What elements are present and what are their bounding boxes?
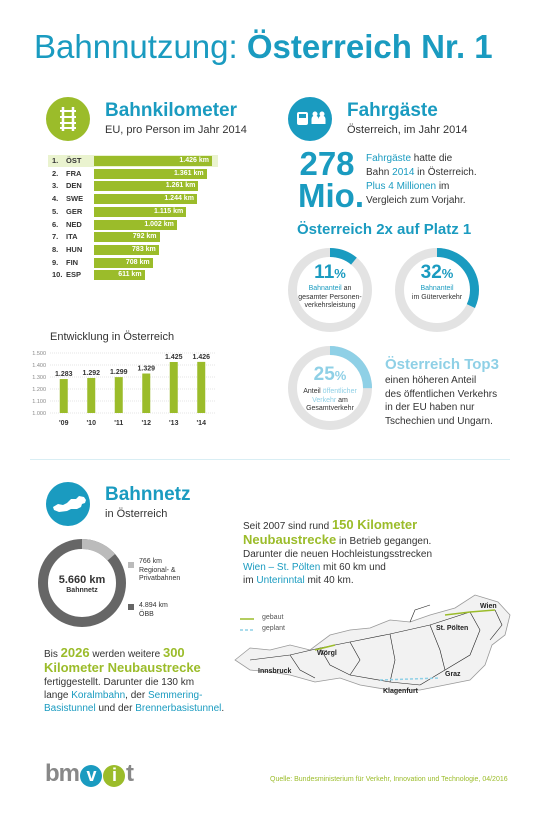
dev-ytick-label: 1.500 (32, 351, 46, 357)
km-rank-label: 4. (52, 194, 59, 204)
legend-swatch-oebb (128, 604, 134, 610)
dev-xtick-label: '13 (169, 420, 179, 427)
network-total-value: 5.660 km (58, 574, 106, 586)
km-bar: 611 km (94, 270, 145, 280)
km-country-label: FIN (66, 257, 79, 267)
km-rank-label: 9. (52, 257, 59, 267)
dev-ytick-label: 1.200 (32, 387, 46, 393)
dev-xtick-label: '12 (141, 420, 151, 427)
km-rank-label: 6. (52, 219, 59, 229)
km-bar: 1.115 km (94, 207, 186, 217)
dev-bar-label: 1.283 (54, 371, 73, 379)
km-bar: 1.244 km (94, 194, 197, 204)
network-outlook-text: Bis 2026 werden weitere 300 Kilometer Neubaustrecke fertiggestellt. Darunter die 130 km lange Koralmbahn, der Semmering- Basistunnel und der Brennerbasistunnel. (44, 645, 225, 714)
dev-bar (197, 362, 205, 413)
map-city-st-poelten: St. Pölten (436, 625, 469, 632)
km-subheading: EU, pro Person im Jahr 2014 (105, 124, 247, 136)
top3-heading: Österreich Top3 (385, 356, 499, 373)
map-city-woergl: Wörgl (317, 650, 337, 657)
network-subheading: in Österreich (105, 508, 168, 520)
km-bar: 1.261 km (94, 181, 198, 191)
ring3-label: Anteil öffentlicher Verkehr am Gesamtverkehr (303, 388, 357, 412)
ring2-value: 32% (420, 262, 454, 283)
km-country-label: HUN (66, 244, 83, 254)
platz1-heading: Österreich 2x auf Platz 1 (297, 221, 472, 238)
dev-bar-label: 1.299 (109, 369, 128, 377)
dev-xtick-label: '09 (59, 420, 69, 427)
ring1-value: 11% (314, 262, 346, 283)
map-legend-planned: geplant (262, 625, 285, 632)
map-city-innsbruck: Innsbruck (258, 668, 292, 675)
km-country-label: FRA (66, 168, 82, 178)
km-country-label: GER (66, 206, 83, 216)
dev-ytick-label: 1.100 (32, 399, 46, 405)
km-country-label: NED (66, 219, 82, 229)
train-passengers-icon (288, 97, 332, 141)
dev-ytick-label: 1.000 (32, 411, 46, 417)
ring1-label: Bahnanteil an gesamter Personen- verkehrsleistung (298, 285, 362, 309)
dev-xtick-label: '14 (196, 420, 206, 427)
dev-bar (60, 379, 68, 413)
development-chart (20, 345, 225, 437)
dev-bar-label: 1.292 (82, 369, 101, 377)
legend-swatch-regional (128, 562, 134, 568)
passengers-heading: Fahrgäste (347, 100, 438, 121)
dev-xtick-label: '10 (86, 420, 96, 427)
km-bar: 1.002 km (94, 220, 177, 230)
map-city-wien: Wien (480, 603, 497, 610)
source-note: Quelle: Bundesministerium für Verkehr, Innovation und Technologie, 04/2016 (270, 776, 508, 783)
page-title: Bahnnutzung: Österreich Nr. 1 (34, 28, 493, 65)
passengers-text: Fahrgäste hatte die Bahn 2014 in Österreich. Plus 4 Millionen im Vergleich zum Vorjahr. (366, 153, 477, 206)
km-rank-label: 5. (52, 206, 59, 216)
dev-ytick-label: 1.300 (32, 375, 46, 381)
km-rank-label: 10. (52, 270, 63, 280)
legend-oebb: 4.894 km ÖBB (139, 602, 168, 618)
km-country-label: ÖST (66, 156, 82, 165)
austria-map-icon (46, 482, 90, 526)
km-rank-label: 2. (52, 168, 59, 178)
dev-xtick-label: '11 (114, 420, 124, 427)
dev-ytick-label: 1.400 (32, 363, 46, 369)
dev-bar-label: 1.329 (137, 365, 156, 373)
km-rank-label: 8. (52, 244, 59, 254)
map-legend-built: gebaut (262, 614, 284, 621)
ring3-value: 25% (313, 364, 347, 385)
km-rank-label: 3. (52, 181, 59, 191)
network-history-text: Seit 2007 sind rund 150 Kilometer Neubaustrecke in Betrieb gegangen. Darunter die neuen Hochleistungsstrecken Wien – St. Pölten mit 60 km und im Unterinntal mit 40 km. (243, 517, 432, 586)
dev-bar (87, 378, 95, 413)
legend-regional: 766 km Regional- & Privatbahnen (139, 558, 181, 582)
km-country-label: ITA (66, 232, 78, 242)
top3-text: einen höheren Anteil des öffentlichen Verkehrs in der EU haben nur Tschechien und Ungarn. (385, 375, 498, 427)
development-heading: Entwicklung in Österreich (50, 331, 175, 343)
km-country-label: DEN (66, 181, 82, 191)
bmvit-logo: bm v i t (45, 760, 133, 787)
km-bar: 708 km (94, 258, 153, 268)
km-bar: 1.361 km (94, 169, 207, 179)
passengers-big-number: 278 Mio. (298, 145, 364, 214)
dev-bar (115, 377, 123, 413)
rail-track-icon (46, 97, 90, 141)
austria-rail-map (230, 590, 520, 710)
dev-bar-label: 1.426 (192, 353, 211, 361)
km-heading: Bahnkilometer (105, 100, 237, 121)
km-country-label: ESP (66, 270, 82, 280)
dev-bar (142, 374, 150, 413)
map-city-graz: Graz (445, 671, 461, 678)
map-city-klagenfurt: Klagenfurt (383, 688, 418, 695)
ring2-label: Bahnanteil im Güterverkehr (411, 285, 463, 301)
dev-bar (170, 362, 178, 413)
km-country-label: SWE (66, 194, 84, 204)
km-bar: 783 km (94, 245, 159, 255)
network-heading: Bahnnetz (105, 484, 191, 505)
section-divider (30, 459, 510, 460)
km-rank-label: 7. (52, 232, 59, 242)
network-total-label: Bahnnetz (66, 587, 98, 594)
km-bar: 792 km (94, 232, 160, 242)
km-rank-label: 1. (52, 156, 59, 165)
dev-bar-label: 1.425 (164, 354, 183, 361)
passengers-subheading: Österreich, im Jahr 2014 (347, 124, 468, 136)
km-bar: 1.426 km (94, 156, 212, 166)
